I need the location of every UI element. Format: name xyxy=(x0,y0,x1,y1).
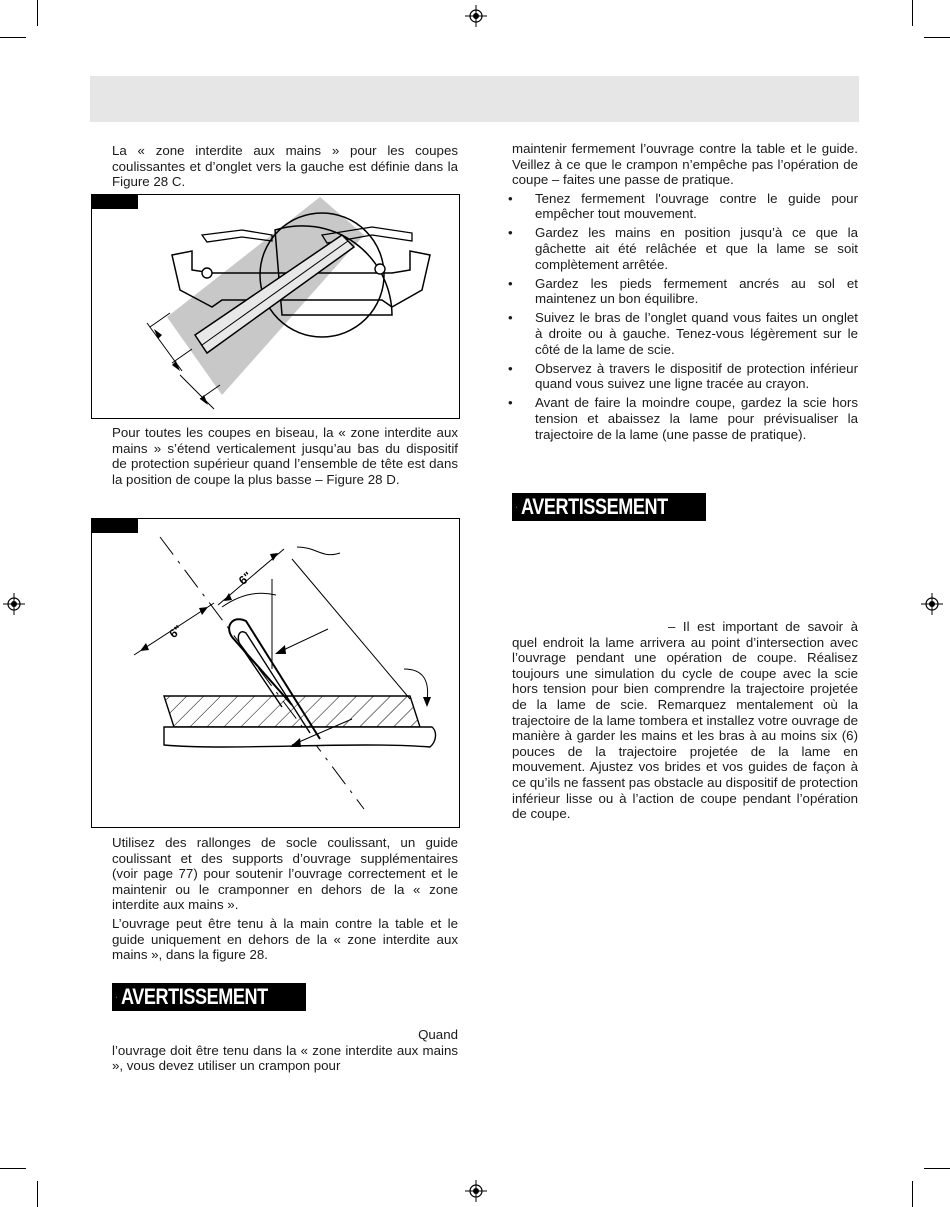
right-warning-text: – Il est important de savoir à quel endroit la lame arrivera au point d’intersection avec l’ouvrage pendant une opération de coupe. Réalisez toujours une simulation du cycle de coupe avec la scie hors tension pour bien comprendre la trajectoire projetée de la lame de scie. Remarquez mentalement où la trajectoire de la lame tombera et installez votre ouvrage de manière à garder les mains et les bras à au moins six (6) pouces de la trajectoire projetée de la lame en mouvement. Ajustez vos brides et vos guides de façon à ce qu’ils ne fassent pas obstacle au dispositif de protection inférieur lisse ou à l’action de coupe pendant l’opération de coupe. xyxy=(512,619,858,822)
crop-mark xyxy=(37,0,38,26)
warning-triangle-icon xyxy=(516,496,517,518)
crop-mark xyxy=(37,1181,38,1207)
crop-mark xyxy=(0,1168,26,1169)
bevel-cut-side-view-illustration xyxy=(92,519,459,827)
list-item: • Gardez les mains en position jusqu’à ce que la gâchette ait été relâchée et que la lame se soit complètement arrêtée. xyxy=(512,225,858,272)
warning-triangle-icon xyxy=(116,986,117,1008)
registration-mark-icon xyxy=(3,593,25,615)
figure-28d xyxy=(91,518,460,828)
miter-saw-top-view-illustration xyxy=(92,195,459,418)
figure-28c xyxy=(91,194,460,419)
crop-mark xyxy=(0,37,26,38)
crop-mark xyxy=(912,0,913,26)
header-band xyxy=(90,76,859,122)
registration-mark-icon xyxy=(465,1180,487,1202)
left-warning-text: Quand l’ouvrage doit être tenu dans la « zone interdite aux mains », vous devez utiliser un crampon pour xyxy=(112,1027,458,1074)
left-bevel-paragraph: Pour toutes les coupes en biseau, la « zone interdite aux mains » s’étend verticalement jusqu’au bas du dispositif de protection supérieur quand l’ensemble de tête est dans la position de coupe la plus basse – Figure 28 D. xyxy=(112,425,458,487)
safety-bullet-list xyxy=(512,191,858,442)
figure-label-tab xyxy=(92,195,138,209)
crop-mark xyxy=(912,1181,913,1207)
left-intro-paragraph: La « zone interdite aux mains » pour les coupes coulissantes et d’onglet vers la gauche est définie dans la Figure 28 C. xyxy=(112,143,458,190)
figure-label-tab xyxy=(92,519,138,533)
dimension-label: 6" xyxy=(235,568,255,588)
warning-label: AVERTISSEMENT xyxy=(512,493,706,521)
list-item: • Tenez fermement l'ouvrage contre le guide pour empêcher tout mouvement. xyxy=(512,191,858,222)
list-item: • Observez à travers le dispositif de protection inférieur quand vous suivez une ligne tracée au crayon. xyxy=(512,361,858,392)
list-item: • Suivez le bras de l’onglet quand vous faites un onglet à droite ou à gauche. Tenez-vous légèrement sur le côté de la lame de scie. xyxy=(512,310,858,357)
registration-mark-icon xyxy=(921,593,943,615)
right-column-text: maintenir fermement l’ouvrage contre la table et le guide. Veillez à ce que le crampon n’empêche pas l’opération de coupe – faites une passe de pratique. • Tenez fermement l'ouvrage contre le guide pour empêcher tout mouvement. • Gardez les mains en position jusqu’à ce que la gâchette ait été relâchée et que la lame se soit complètement arrêtée. • Gardez les pieds fermement ancrés au sol et maintenez un bon équilibre. • Suivez le bras de l’onglet quand vous faites un onglet à droite ou à gauche. Tenez-vous légèrement sur le côté de la lame de scie. • Observez à travers le dispositif de protection inférieur quand vous suivez une ligne tracée au crayon. • Avant de faire la moindre coupe, gardez la scie hors tension et abaissez la lame pour prévisualiser la trajectoire de la lame (une passe de pratique). xyxy=(512,141,858,446)
registration-mark-icon xyxy=(465,5,487,27)
list-item: • Avant de faire la moindre coupe, gardez la scie hors tension et abaissez la lame pour prévisualiser la trajectoire de la lame (une passe de pratique). xyxy=(512,395,858,442)
crop-mark xyxy=(924,1168,950,1169)
dimension-label: 6" xyxy=(166,622,185,641)
left-extensions-paragraph: Utilisez des rallonges de socle coulissant, un guide coulissant et des supports d’ouvrage supplémentaires (voir page 77) pour soutenir l’ouvrage correctement et le maintenir ou le cramponner en dehors de la « zone interdite aux mains ». L’ouvrage peut être tenu à la main contre la table et le guide uniquement en dehors de la « zone interdite aux mains », dans la figure 28. xyxy=(112,835,458,963)
crop-mark xyxy=(924,37,950,38)
warning-label: AVERTISSEMENT xyxy=(112,983,306,1011)
list-item: • Gardez les pieds fermement ancrés au sol et maintenez un bon équilibre. xyxy=(512,276,858,307)
